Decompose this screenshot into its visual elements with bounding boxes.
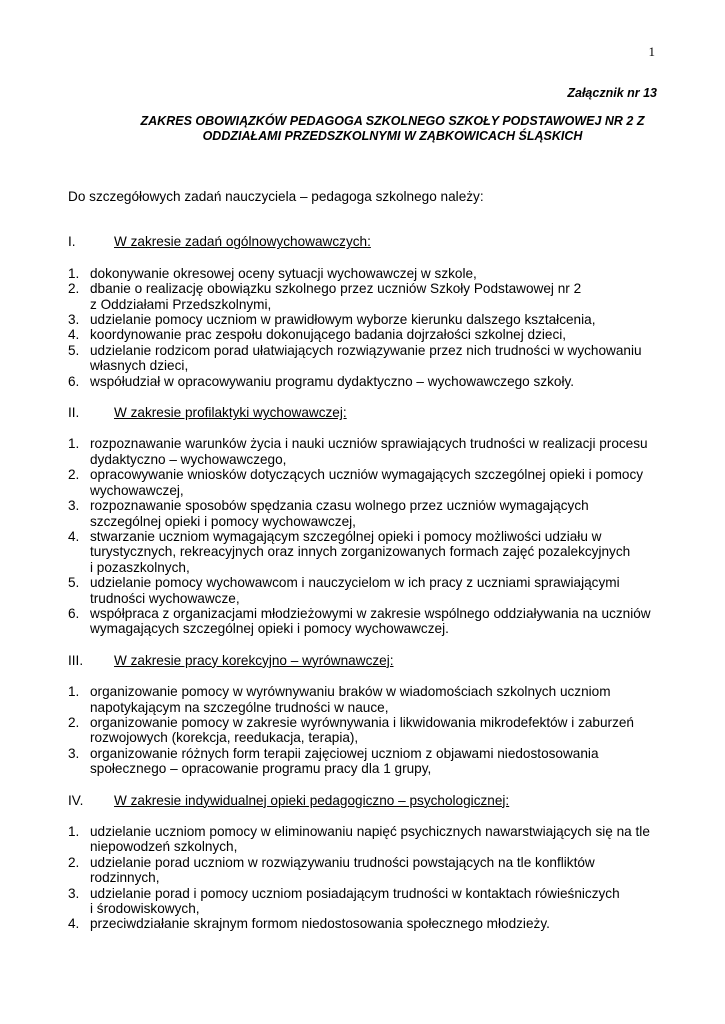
section-heading	[68, 234, 668, 249]
list-item-text: udzielanie porad uczniom w rozwiązywaniu trudności powstających na tle konfliktów rodzinnych,	[90, 854, 595, 886]
list-item-number: 3.	[68, 745, 80, 761]
list-item	[68, 281, 668, 312]
list-item-text: organizowanie różnych form terapii zajęciowej uczniom z objawami niedostosowania społecznego – opracowanie programu pracy dla 1 grupy,	[90, 745, 599, 777]
list-item-text: organizowanie pomocy w wyrównywaniu braków w wiadomościach szkolnych uczniom napotykającym na szczególne trudności w nauce,	[90, 684, 611, 715]
section-heading-text: W zakresie profilaktyki wychowawczej:	[114, 405, 347, 421]
list-item-text: udzielanie pomocy uczniom w prawidłowym wyborze kierunku dalszego kształcenia,	[90, 312, 596, 328]
list-item	[68, 886, 668, 917]
section-heading	[68, 405, 668, 420]
list-item-number: 1.	[68, 265, 80, 281]
list-item-text: rozpoznawanie sposobów spędzania czasu wolnego przez uczniów wymagających szczególnej opieki i pomocy wychowawczej,	[90, 498, 589, 529]
section-heading	[68, 653, 668, 668]
intro-paragraph: Do szczegółowych zadań nauczyciela – pedagoga szkolnego należy:	[68, 189, 484, 204]
list-item-text: dokonywanie okresowej oceny sytuacji wychowawczej w szkole,	[90, 265, 477, 281]
list-item-text: koordynowanie prac zespołu dokonującego badania dojrzałości szkolnej dzieci,	[90, 327, 567, 343]
list-item-number: 1.	[68, 824, 80, 839]
list-item-text: dbanie o realizację obowiązku szkolnego przez uczniów Szkoły Podstawowej nr 2 z Oddziałami Przedszkolnymi,	[90, 281, 582, 312]
list-item	[68, 746, 668, 777]
section-roman-numeral: III.	[68, 652, 84, 668]
section-roman-numeral: II.	[68, 405, 80, 421]
list-item	[68, 498, 668, 529]
list-item-text: organizowanie pomocy w zakresie wyrównywania i likwidowania mikrodefektów i zaburzeń rozwojowych (korekcja, reedukacja, terapia),	[90, 714, 634, 746]
list-item-text: udzielanie uczniom pomocy w eliminowaniu napięć psychicznych nawarstwiających się na tle niepowodzeń szkolnych,	[90, 824, 650, 855]
list-item-text: opracowywanie wniosków dotyczących uczniów wymagających szczególnej opieki i pomocy wychowawczej,	[90, 467, 644, 498]
page-number: 1	[648, 44, 655, 59]
list-item-text: współudział w opracowywaniu programu dydaktyczno – wychowawczego szkoły.	[90, 373, 575, 389]
document-title: ZAKRES OBOWIĄZKÓW PEDAGOGA SZKOLNEGO SZKOŁY PODSTAWOWEJ NR 2 Z ODDZIAŁAMI PRZEDSZKOLNYMI W ZĄBKOWICACH ŚLĄSKICH	[140, 114, 645, 143]
section-heading-text: W zakresie zadań ogólnowychowawczych:	[114, 234, 371, 250]
list-item-number: 3.	[68, 498, 80, 514]
section-item-list	[68, 266, 668, 389]
list-item	[68, 606, 668, 637]
list-item-number: 6.	[68, 605, 80, 621]
list-item-text: udzielanie pomocy wychowawcom i nauczycielom w ich pracy z uczniami sprawiającymi trudności wychowawcze,	[90, 575, 620, 606]
list-item	[68, 855, 668, 886]
list-item-number: 1.	[68, 684, 80, 700]
list-item-number: 2.	[68, 854, 80, 870]
section-roman-numeral: I.	[68, 234, 76, 250]
attachment-label: Załącznik nr 13	[567, 86, 657, 100]
list-item	[68, 436, 668, 467]
list-item	[68, 374, 668, 389]
list-item	[68, 343, 668, 374]
list-item	[68, 684, 668, 715]
sections-container	[68, 234, 668, 931]
list-item-text: przeciwdziałanie skrajnym formom niedostosowania społecznego młodzieży.	[90, 916, 550, 932]
list-item-text: udzielanie rodzicom porad ułatwiających rozwiązywanie przez nich trudności w wychowaniu własnych dzieci,	[90, 342, 642, 374]
list-item-number: 6.	[68, 373, 80, 389]
list-item-number: 2.	[68, 714, 80, 730]
list-item-number: 3.	[68, 312, 80, 328]
list-item-number: 4.	[68, 528, 80, 544]
list-item-number: 1.	[68, 436, 80, 452]
list-item	[68, 575, 668, 606]
list-item-number: 4.	[68, 327, 80, 343]
list-item-number: 5.	[68, 342, 80, 358]
section-heading-text: W zakresie indywidualnej opieki pedagogiczno – psychologicznej:	[114, 792, 510, 808]
list-item-number: 2.	[68, 467, 80, 483]
list-item-text: udzielanie porad i pomocy uczniom posiadającym trudności w kontaktach rówieśniczych i środowiskowych,	[90, 885, 620, 917]
list-item	[68, 467, 668, 498]
list-item-text: stwarzanie uczniom wymagającym szczególnej opieki i pomocy możliwości udziału w turystycznych, rekreacyjnych oraz innych zorganizowanych formach zajęć pozalekcyjnych i pozaszkolnych,	[90, 528, 631, 575]
section-item-list	[68, 436, 668, 636]
list-item	[68, 715, 668, 746]
section-roman-numeral: IV.	[68, 792, 84, 808]
section-item-list	[68, 684, 668, 776]
list-item-number: 3.	[68, 885, 80, 901]
list-item	[68, 529, 668, 575]
document-body	[68, 189, 668, 948]
list-item-number: 4.	[68, 916, 80, 932]
section-heading-text: W zakresie pracy korekcyjno – wyrównawczej:	[114, 652, 394, 668]
list-item-number: 5.	[68, 575, 80, 591]
section-item-list	[68, 824, 668, 932]
section-heading	[68, 793, 668, 808]
list-item-number: 2.	[68, 281, 80, 297]
list-item	[68, 327, 668, 342]
list-item	[68, 916, 668, 931]
list-item-text: rozpoznawanie warunków życia i nauki uczniów sprawiających trudności w realizacji procesu dydaktyczno – wychowawczego,	[90, 436, 648, 467]
list-item	[68, 312, 668, 327]
list-item-text: współpraca z organizacjami młodzieżowymi w zakresie wspólnego oddziaływania na uczniów wymagających szczególnej opieki i pomocy wychowawczej.	[90, 605, 651, 637]
list-item	[68, 824, 668, 855]
list-item	[68, 266, 668, 281]
